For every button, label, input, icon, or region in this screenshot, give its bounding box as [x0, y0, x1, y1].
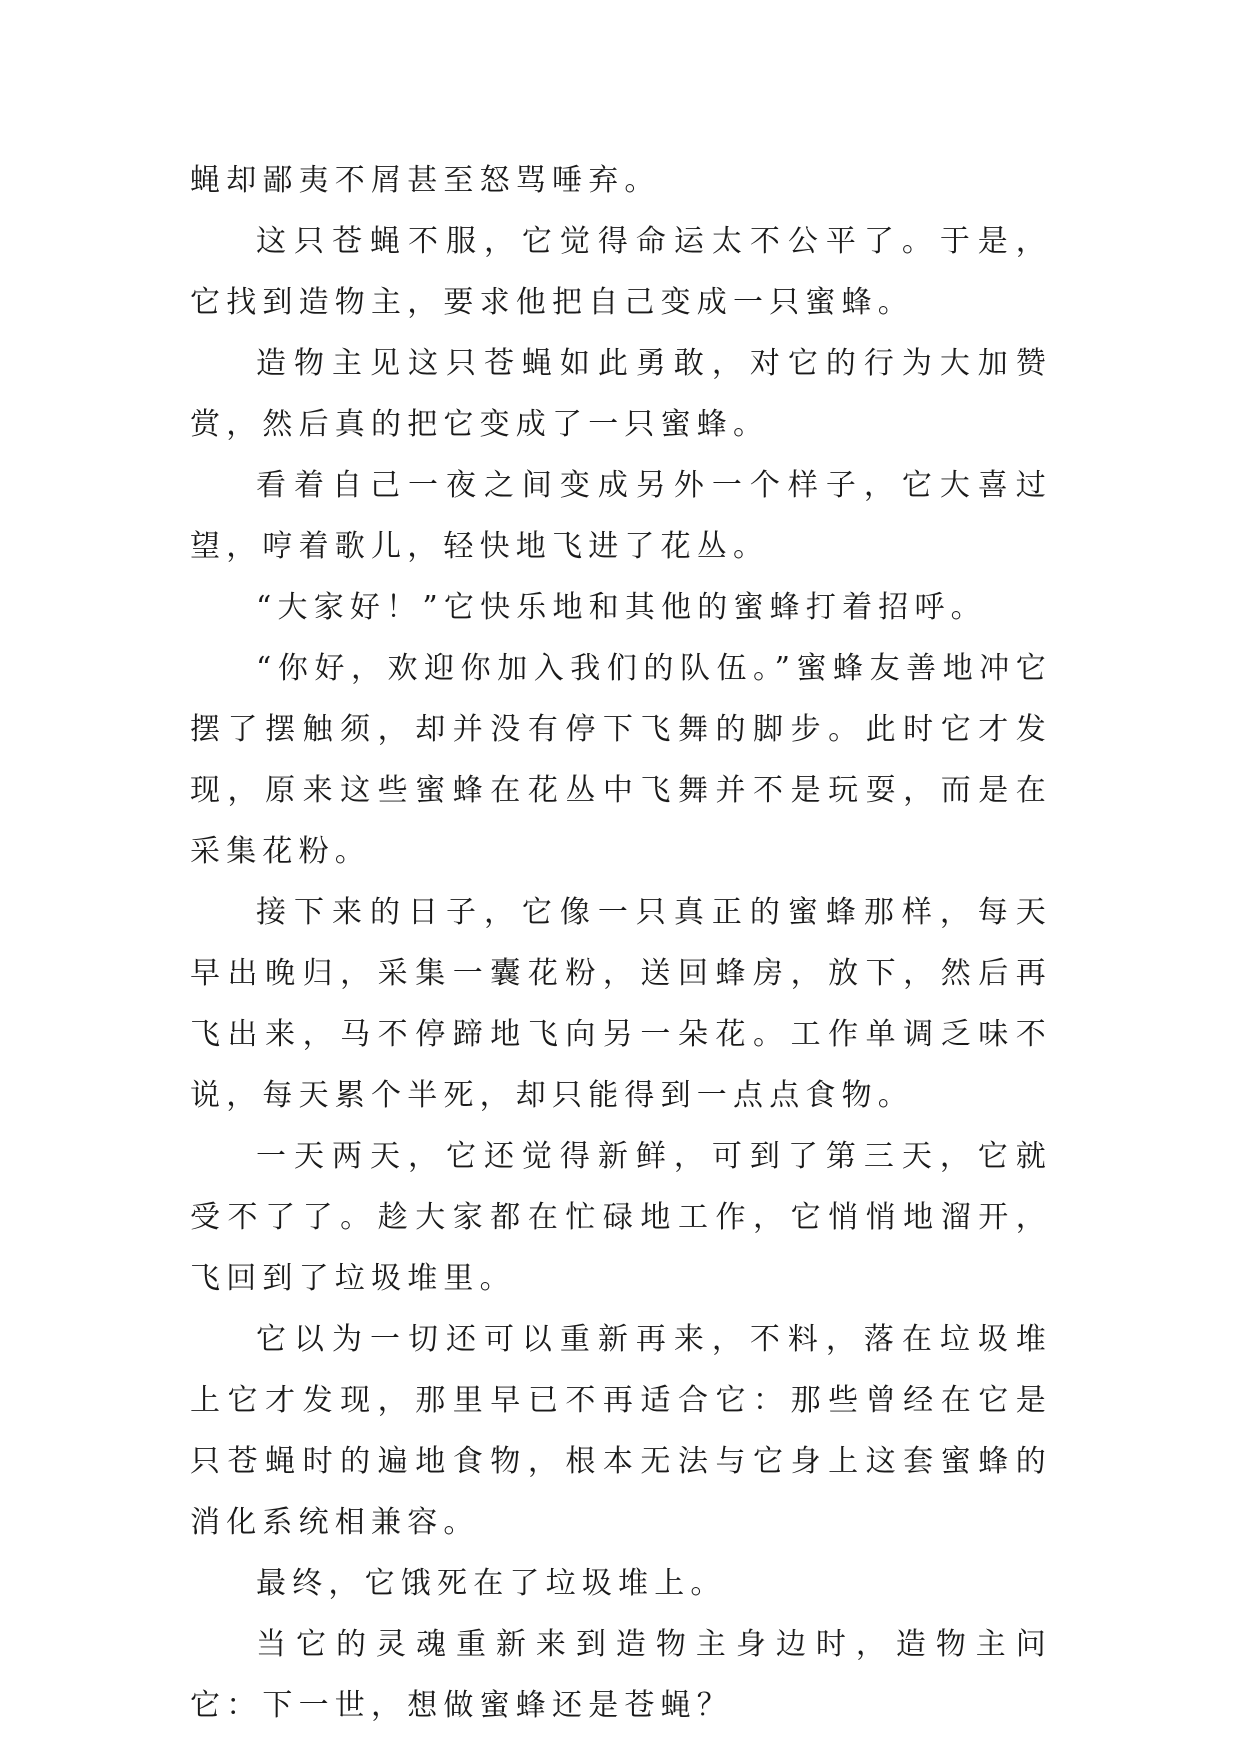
paragraph-8: 一天两天，它还觉得新鲜，可到了第三天，它就受不了了。趁大家都在忙碌地工作，它悄悄地溜开，飞回到了垃圾堆里。 — [190, 1139, 1052, 1296]
paragraph-10: 最终，它饿死在了垃圾堆上。 — [256, 1566, 727, 1601]
paragraph-4: 看着自己一夜之间变成另外一个样子，它大喜过望，哼着歌儿，轻快地飞进了花丛。 — [190, 468, 1052, 564]
paragraph-3: 造物主见这只苍蝇如此勇敢，对它的行为大加赞赏，然后真的把它变成了一只蜜蜂。 — [190, 346, 1052, 442]
document-body — [190, 150, 1052, 1736]
paragraph-9: 它以为一切还可以重新再来，不料，落在垃圾堆上它才发现，那里早已不再适合它：那些曾经在它是只苍蝇时的遍地食物，根本无法与它身上这套蜜蜂的消化系统相兼容。 — [190, 1322, 1052, 1540]
paragraph-5: “大家好！”它快乐地和其他的蜜蜂打着招呼。 — [256, 590, 987, 625]
paragraph-11: 当它的灵魂重新来到造物主身边时，造物主问它：下一世，想做蜜蜂还是苍蝇？ — [190, 1627, 1052, 1723]
paragraph-1: 蝇却鄙夷不屑甚至怒骂唾弃。 — [190, 163, 661, 198]
paragraph-2: 这只苍蝇不服，它觉得命运太不公平了。于是，它找到造物主，要求他把自己变成一只蜜蜂。 — [190, 224, 1052, 320]
paragraph-7: 接下来的日子，它像一只真正的蜜蜂那样，每天早出晚归，采集一囊花粉，送回蜂房，放下，然后再飞出来，马不停蹄地飞向另一朵花。工作单调乏味不说，每天累个半死，却只能得到一点点食物。 — [190, 895, 1052, 1113]
paragraph-6: “你好，欢迎你加入我们的队伍。”蜜蜂友善地冲它摆了摆触须，却并没有停下飞舞的脚步。此时它才发现，原来这些蜜蜂在花丛中飞舞并不是玩耍，而是在采集花粉。 — [190, 651, 1052, 869]
